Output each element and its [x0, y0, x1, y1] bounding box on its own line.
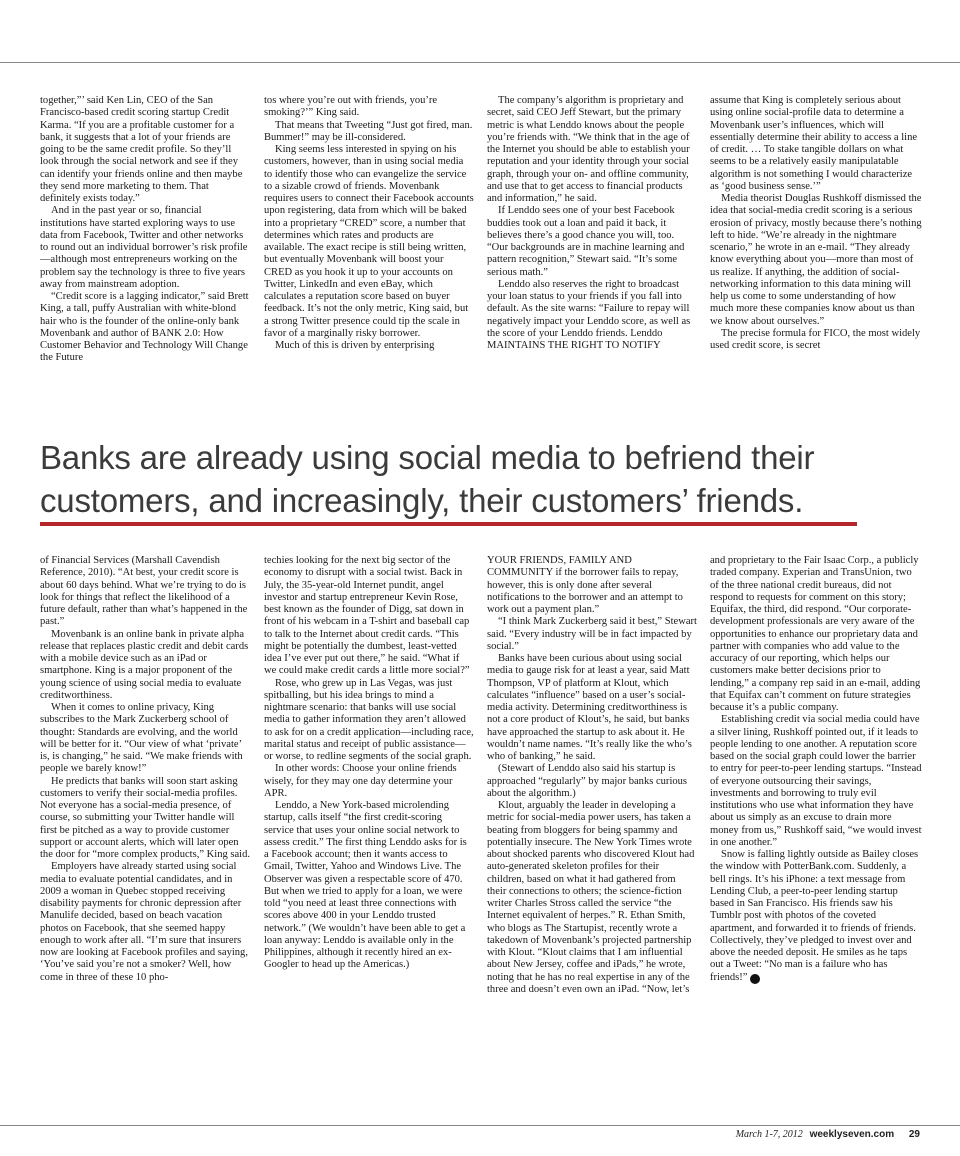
paragraph: YOUR FRIENDS, FAMILY AND COMMUNITY if the borrower fails to repay, however, this is only done after several notifications to the borrower and an attempt to work out a payment plan.” — [487, 555, 683, 615]
paragraph: Media theorist Douglas Rushkoff dismissed the idea that social-media credit scoring is a serious erosion of privacy, mostly because there’s nothing left to hide. “We’re already in the nightmare scenario,” he wrote in an e-mail. “They already know everything about you—more than most of us realize. If anything, the addition of social-networking information to this data mining will help us come to some understanding of how much more these companies know about us than we know about ourselves.” — [710, 193, 922, 327]
paragraph: The precise formula for FICO, the most widely used credit score, is secret — [710, 327, 921, 351]
paragraph: assume that King is completely serious about using online social-profile data to determine a Movenbank user’s influences, which will essentially determine their ability to access a line of credit. … To stake tangible dollars on what seems to be a relatively easily manipulatable algorithm is not something I would characterize as ‘good business sense.’” — [710, 95, 918, 192]
end-mark-icon: 7 — [750, 974, 760, 984]
paragraph: and proprietary to the Fair Isaac Corp., a publicly traded company. Experian and TransUnion, two of the three national credit bureaus, did not respond to requests for comment on this story; Equifax, the third, did respond. “Our corporate-development professionals are very aware of the opportunities to enhance our proprietary data and partner with companies who add value to the accuracy of our reporting, which helps our customers make better decisions prior to lending,” a company rep said in an e-mail, adding that Equifax can’t comment on future strategies because it’s a public company. — [710, 555, 921, 713]
page-number: 29 — [908, 1129, 920, 1140]
paragraph: together,”’ said Ken Lin, CEO of the San Francisco-based credit scoring startup Credit Karma. “If you are a profitable customer for a bank, it suggests that a lot of your friends are going to be the same credit profile. So they’ll look through the social network and see if they can identify your friends online and then maybe they send more marketing to them. That definitely exists today.” — [40, 95, 243, 204]
paragraph: (Stewart of Lenddo also said his startup is approached “regularly” by major banks curious about the algorithm.) — [487, 763, 688, 799]
paragraph-text: Snow is falling lightly outside as Bailey closes the window with PotterBank.com. Suddenly, a bell rings. It’s his iPhone: a text message from Lending Club, a peer-to-peer lending startup based in San Francisco. His friends saw his Tumblr post with photos of the coveted apartment, and forwarded it to friends of friends. Collectively, they’ve pledged to invest over and above the needed deposit. He smiles as he taps out a Tweet: “No man is a failure who has friends!” — [710, 849, 919, 983]
paragraph: tos where you’re out with friends, you’re smoking?’” King said. — [264, 95, 438, 119]
article-column-bottom-3 — [487, 555, 697, 1115]
paragraph: of Financial Services (Marshall Cavendish Reference, 2010). “At best, your credit score is about 60 days behind. What we’re trying to do is look for things that reflect the likelihood of a future default, rather than what’s happened in the past.” — [40, 555, 248, 628]
article-column-top-1 — [40, 95, 250, 420]
paragraph: “Credit score is a lagging indicator,” said Brett King, a tall, puffy Australian with white-blond hair who is the founder of the online-only bank Movenbank and author of BANK 2.0: How Customer Behavior and Technology Will Change the Future — [40, 291, 249, 364]
issue-date: March 1-7, 2012 — [735, 1129, 803, 1140]
paragraph: techies looking for the next big sector of the economy to disrupt with a social twist. Back in July, the 35-year-old Internet pundit, angel investor and startup entrepreneur Kevin Rose, best known as the founder of Digg, sat down in front of his webcam in a T-shirt and baseball cap to talk to the Internet about credit cards. “This might be potentially the dumbest, least-vetted idea I’ve ever put out there,” he said. “What if we could make credit cards a little more social?” — [264, 555, 470, 677]
article-column-bottom-2 — [264, 555, 474, 1115]
article-column-bottom-4 — [710, 555, 922, 1115]
paragraph: In other words: Choose your online friends wisely, for they may one day determine your APR. — [264, 763, 457, 799]
article-column-top-3 — [487, 95, 697, 420]
paragraph: Employers have already started using social media to evaluate potential candidates, and in 2009 a woman in Quebec stopped receiving disability payments for chronic depression after Manulife decided, based on beach vacation photos on Facebook, that she seemed happy enough to work after all. “I’m sure that insurers now are looking at Facebook profiles and saying, ‘You’ve said you’re not a smoker? Well, how come in three of these 10 pho- — [40, 861, 248, 983]
article-column-top-2 — [264, 95, 474, 420]
paragraph: Klout, arguably the leader in developing a metric for social-media power users, has taken a beating from bloggers for being spammy and potentially insecure. The New York Times wrote about shocked parents who discovered Klout had auto-generated skeleton profiles for their children, based on what it had gathered from their connections to others; the science-fiction writer Charles Stross called the service “the Internet equivalent of herpes.” R. Ethan Smith, who blogs as The Startupist, recently wrote a takedown of Movenbank’s projected partnership with Klout. “Klout claims that I am influential about New Jersey, coffee and iPads,” he wrote, noting that he has no real expertise in any of the three and doesn’t even own an iPad. “Now, let’s — [487, 800, 695, 995]
header-rule — [0, 62, 960, 63]
paragraph: Banks have been curious about using social media to gauge risk for at least a year, said Matt Thompson, VP of platform at Klout, which calculates “influence” based on a user’s social-media activity. Determining creditworthiness is not a core product of Klout’s, he said, but banks have approached the startup to ask about it. He wouldn’t name names. “It’s really like the who’s who of banking,” he said. — [487, 653, 692, 762]
paragraph: When it comes to online privacy, King subscribes to the Mark Zuckerberg school of thought: Standards are evolving, and the world will be better for it. “Our view of what ‘private’ is, is changing,” he said. “We make friends with people we barely know!” — [40, 702, 243, 775]
page-footer — [736, 1129, 920, 1140]
paragraph: If Lenddo sees one of your best Facebook buddies took out a loan and paid it back, it believes there’s a good chance you will, too. “Our backgrounds are in machine learning and pattern recognition,” Stewart said. “It’s some serious math.” — [487, 205, 685, 278]
paragraph: He predicts that banks will soon start asking customers to verify their social-media profiles. Not everyone has a social-media presence, of course, so submitting your Twitter handle will first be pitched as a way to provide customer support or account alerts, which will later open the door for “more complex products,” King said. — [40, 775, 250, 860]
article-column-top-4 — [710, 95, 922, 420]
pull-quote-rule — [40, 522, 857, 526]
paragraph: Establishing credit via social media could have a silver lining, Rushkoff pointed out, if it leads to people lending to one another. A reputation score based on the social graph could lower the barrier to entry for peer-to-peer lending startups. “Instead of everyone outsourcing their savings, investments and borrowing to truly evil institutions who use what information they have about us simply as an excuse to drain more money from us,” Rushkoff said, “we would invest in one another.” — [710, 714, 922, 848]
paragraph: “I think Mark Zuckerberg said it best,” Stewart said. “Every industry will be in fact impacted by social.” — [487, 616, 697, 652]
paragraph: Movenbank is an online bank in private alpha release that replaces plastic credit and debit cards with a mobile device such as an iPad or smartphone. King is a major proponent of the young science of using social media to evaluate creditworthiness. — [40, 628, 249, 701]
footer-rule — [0, 1125, 960, 1126]
paragraph: That means that Tweeting “Just got fired, man. Bummer!” may be ill-considered. — [264, 119, 473, 143]
paragraph: Lenddo also reserves the right to broadcast your loan status to your friends if you fall into default. As the site warns: “Failure to repay will negatively impact your Lenddo score, as well as the score of your Lenddo friends. Lenddo MAINTAINS THE RIGHT TO NOTIFY — [487, 278, 691, 351]
pull-quote: Banks are already using social media to befriend their customers, and increasingly, their customers’ friends. — [40, 439, 815, 519]
paragraph — [710, 849, 922, 984]
paragraph: Lenddo, a New York-based microlending startup, calls itself “the first credit-scoring service that uses your online social network to assess credit.” The first thing Lenddo asks for is a Facebook account; then it wants access to Gmail, Twitter, Yahoo and Windows Live. The Observer was given a respectable score of 470. But when we tried to apply for a loan, we were told “you need at least three connections with scores above 400 in your Lenddo trusted network.” (We wouldn’t have been able to get a loan anyway: Lenddo is available only in the Philippines, although it recently hired an ex-Googler to head up the Americas.) — [264, 800, 467, 971]
article-column-bottom-1 — [40, 555, 250, 1115]
paragraph: Rose, who grew up in Las Vegas, was just spitballing, but his idea brings to mind a nightmare scenario: that banks will use social media to gather information they aren’t allowed to ask for on a credit application—including race, marital status and receipt of public assistance—or worse, to redline segments of the social graph. — [264, 677, 474, 762]
paragraph: Much of this is driven by enterprising — [275, 340, 435, 351]
paragraph: The company’s algorithm is proprietary and secret, said CEO Jeff Stewart, but the primary metric is what Lenddo knows about the people you’re friends with. “We think that in the age of the Internet you should be able to establish your reputation and your identity through your social graph, through your on- and offline community, and use that to get access to financial products and information,” he said. — [487, 95, 690, 204]
paragraph: King seems less interested in spying on his customers, however, than in using social media to identify those who can evangelize the service to a sizable crowd of friends. Movenbank requires users to connect their Facebook accounts upon registering, data from which will be baked into a proprietary “CRED” score, a number that determines which rates and products are available. The exact recipe is still being written, but eventually Movenbank will boost your CRED as you hook it up to your accounts on Twitter, LinkedIn and even eBay, which calculates a reputation score based on buyer feedback. It’s not the only metric, King said, but a strong Twitter presence could tip the scale in favor of a marginally risky borrower. — [264, 144, 474, 339]
site-name: weeklyseven.com — [809, 1129, 895, 1140]
paragraph: And in the past year or so, financial institutions have started exploring ways to use data from Facebook, Twitter and other networks to round out an individual borrower’s risk profile—although most entrepreneurs working on the problem say the technology is three to five years away from mainstream adoption. — [40, 205, 248, 290]
